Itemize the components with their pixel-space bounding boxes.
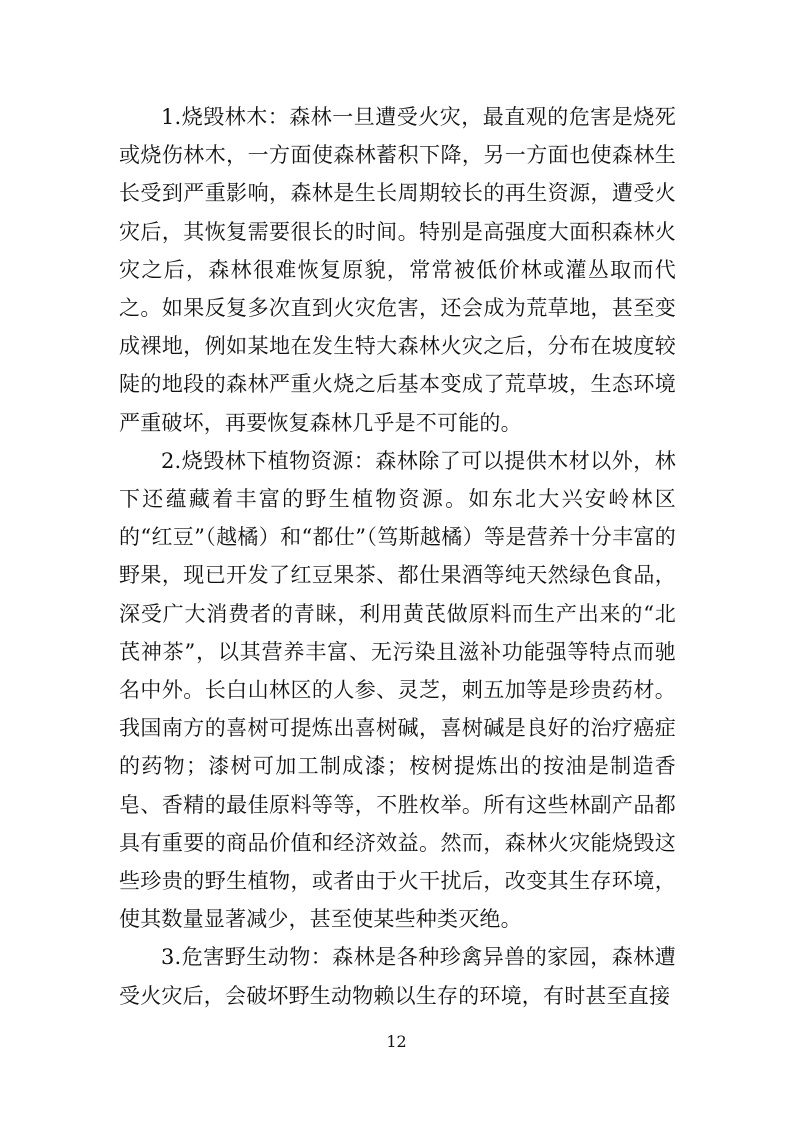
paragraph-wildlife: 3.危害野生动物：森林是各种珍禽异兽的家园，森林遭受火灾后，会破坏野生动物赖以生存的环境，有时甚至直接 [119, 945, 676, 1008]
paragraph-burned-trees: 1.烧毁林木：森林一旦遭受火灾，最直观的危害是烧死或烧伤林木，一方面使森林蓄积下降，另一方面也使森林生长受到严重影响，森林是生长周期较长的再生资源，遭受火灾后，其恢复需要很长的时间。特别是高强度大面积森林火灾之后，森林很难恢复原貌，常常被低价林或灌丛取而代之。如果反复多次直到火灾危害，还会成为荒草地，甚至变成裸地，例如某地在发生特大森林火灾之后，分布在坡度较陡的地段的森林严重火烧之后基本变成了荒草坡，生态环境严重破坏，再要恢复森林几乎是不可能的。 [119, 105, 676, 435]
document-body [119, 98, 676, 1015]
page-number: 12 [386, 1032, 407, 1051]
paragraph-understory-plants: 2.烧毁林下植物资源：森林除了可以提供木材以外，林下还蕴藏着丰富的野生植物资源。如东北大兴安岭林区的“红豆”（越橘）和“都仕”（笃斯越橘）等是营养十分丰富的野果，现已开发了红豆果茶、都仕果酒等纯天然绿色食品，深受广大消费者的青睐，利用黄芪做原料而生产出来的“北芪神茶”，以其营养丰富、无污染且滋补功能强等特点而驰名中外。长白山林区的人参、灵芝，刺五加等是珍贵药材。我国南方的喜树可提炼出喜树碱，喜树碱是良好的治疗癌症的药物；漆树可加工制成漆；桉树提炼出的按油是制造香皂、香精的最佳原料等等，不胜枚举。所有这些林副产品都具有重要的商品价值和经济效益。然而，森林火灾能烧毁这些珍贵的野生植物，或者由于火干扰后，改变其生存环境，使其数量显著减少，甚至使某些种类灭绝。 [119, 448, 676, 932]
